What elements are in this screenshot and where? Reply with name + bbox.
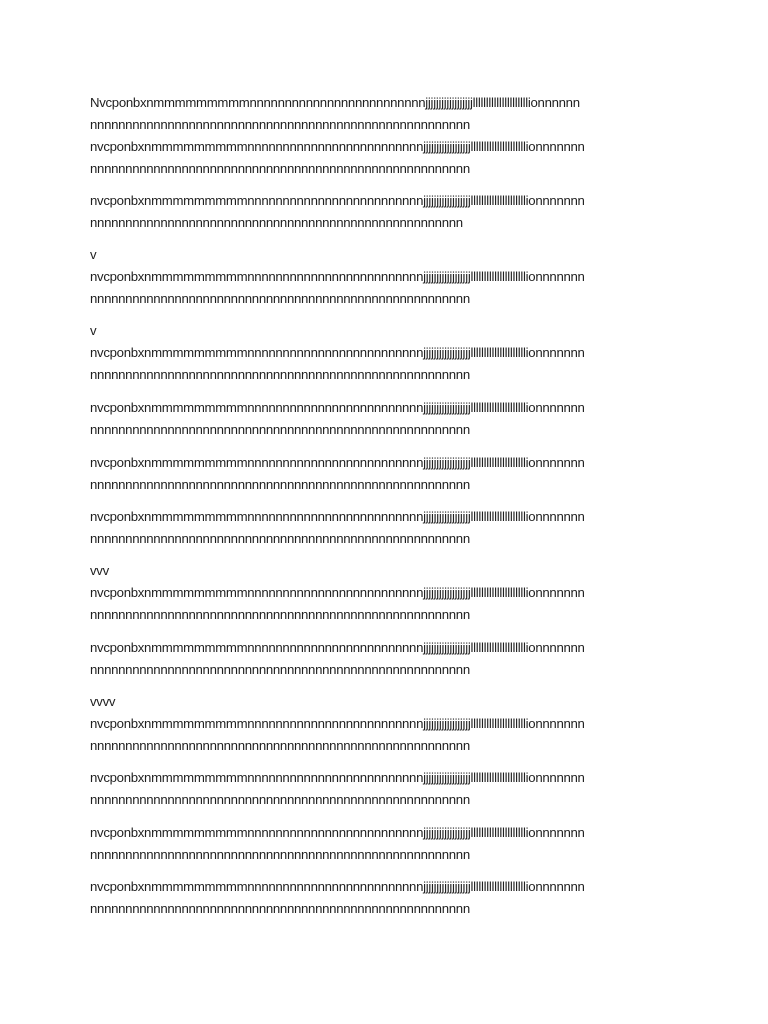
- text-line: nvcponbxnmmmmmmmmmnnnnnnnnnnnnnnnnnnnnnnnnnjjjjjjjjjjjjjjjjjjlllllllllllllllllllllionnnnnnn: [90, 400, 585, 415]
- paragraph-12: [90, 822, 585, 866]
- text-line: vvvv: [90, 694, 116, 709]
- text-line: nnnnnnnnnnnnnnnnnnnnnnnnnnnnnnnnnnnnnnnnnnnnnnnnnnnnnn: [90, 738, 470, 753]
- text-line: v: [90, 247, 97, 262]
- paragraph-1: [90, 92, 585, 180]
- text-line: nnnnnnnnnnnnnnnnnnnnnnnnnnnnnnnnnnnnnnnnnnnnnnnnnnnnnn: [90, 367, 470, 382]
- paragraph-8: [90, 560, 585, 626]
- text-line: nnnnnnnnnnnnnnnnnnnnnnnnnnnnnnnnnnnnnnnnnnnnnnnnnnnnnn: [90, 792, 470, 807]
- paragraph-3: [90, 244, 585, 310]
- paragraph-5: [90, 397, 585, 441]
- text-line: nnnnnnnnnnnnnnnnnnnnnnnnnnnnnnnnnnnnnnnnnnnnnnnnnnnnnn: [90, 291, 470, 306]
- text-line: nnnnnnnnnnnnnnnnnnnnnnnnnnnnnnnnnnnnnnnnnnnnnnnnnnnnnn: [90, 847, 470, 862]
- text-line: nvcponbxnmmmmmmmmmnnnnnnnnnnnnnnnnnnnnnnnnnjjjjjjjjjjjjjjjjjjlllllllllllllllllllllionnnnnnn: [90, 345, 585, 360]
- text-line: nnnnnnnnnnnnnnnnnnnnnnnnnnnnnnnnnnnnnnnnnnnnnnnnnnnnn: [90, 215, 463, 230]
- text-line: nvcponbxnmmmmmmmmmnnnnnnnnnnnnnnnnnnnnnnnnnjjjjjjjjjjjjjjjjjjlllllllllllllllllllllionnnnnnn: [90, 193, 585, 208]
- text-line: nvcponbxnmmmmmmmmmnnnnnnnnnnnnnnnnnnnnnnnnnjjjjjjjjjjjjjjjjjjlllllllllllllllllllllionnnnnnn: [90, 139, 585, 154]
- text-line: nnnnnnnnnnnnnnnnnnnnnnnnnnnnnnnnnnnnnnnnnnnnnnnnnnnnnn: [90, 117, 470, 132]
- text-line: nnnnnnnnnnnnnnnnnnnnnnnnnnnnnnnnnnnnnnnnnnnnnnnnnnnnnn: [90, 161, 470, 176]
- text-line: nvcponbxnmmmmmmmmmnnnnnnnnnnnnnnnnnnnnnnnnnjjjjjjjjjjjjjjjjjjlllllllllllllllllllllionnnnnnn: [90, 879, 585, 894]
- paragraph-4: [90, 320, 585, 386]
- text-line: nvcponbxnmmmmmmmmmnnnnnnnnnnnnnnnnnnnnnnnnnjjjjjjjjjjjjjjjjjjlllllllllllllllllllllionnnnnnn: [90, 825, 585, 840]
- text-line: nnnnnnnnnnnnnnnnnnnnnnnnnnnnnnnnnnnnnnnnnnnnnnnnnnnnnn: [90, 662, 470, 677]
- text-line: v: [90, 323, 97, 338]
- paragraph-2: [90, 190, 585, 234]
- paragraph-13: [90, 876, 585, 920]
- text-line: nnnnnnnnnnnnnnnnnnnnnnnnnnnnnnnnnnnnnnnnnnnnnnnnnnnnnn: [90, 607, 470, 622]
- text-line: nvcponbxnmmmmmmmmmnnnnnnnnnnnnnnnnnnnnnnnnnjjjjjjjjjjjjjjjjjjlllllllllllllllllllllionnnnnnn: [90, 269, 585, 284]
- paragraph-10: [90, 691, 585, 757]
- text-line: nvcponbxnmmmmmmmmmnnnnnnnnnnnnnnnnnnnnnnnnnjjjjjjjjjjjjjjjjjjlllllllllllllllllllllionnnnnnn: [90, 455, 585, 470]
- text-line: nvcponbxnmmmmmmmmmnnnnnnnnnnnnnnnnnnnnnnnnnjjjjjjjjjjjjjjjjjjlllllllllllllllllllllionnnnnnn: [90, 585, 585, 600]
- text-line: nvcponbxnmmmmmmmmmnnnnnnnnnnnnnnnnnnnnnnnnnjjjjjjjjjjjjjjjjjjlllllllllllllllllllllionnnnnnn: [90, 509, 585, 524]
- text-line: nnnnnnnnnnnnnnnnnnnnnnnnnnnnnnnnnnnnnnnnnnnnnnnnnnnnnn: [90, 477, 470, 492]
- text-line: Nvcponbxnmmmmmmmmmnnnnnnnnnnnnnnnnnnnnnnnnnjjjjjjjjjjjjjjjjjjlllllllllllllllllllllionnnnnn: [90, 95, 580, 110]
- text-line: nnnnnnnnnnnnnnnnnnnnnnnnnnnnnnnnnnnnnnnnnnnnnnnnnnnnnn: [90, 901, 470, 916]
- text-line: nnnnnnnnnnnnnnnnnnnnnnnnnnnnnnnnnnnnnnnnnnnnnnnnnnnnnn: [90, 531, 470, 546]
- text-line: nnnnnnnnnnnnnnnnnnnnnnnnnnnnnnnnnnnnnnnnnnnnnnnnnnnnnn: [90, 422, 470, 437]
- paragraph-9: [90, 637, 585, 681]
- text-line: nvcponbxnmmmmmmmmmnnnnnnnnnnnnnnnnnnnnnnnnnjjjjjjjjjjjjjjjjjjlllllllllllllllllllllionnnnnnn: [90, 640, 585, 655]
- text-line: nvcponbxnmmmmmmmmmnnnnnnnnnnnnnnnnnnnnnnnnnjjjjjjjjjjjjjjjjjjlllllllllllllllllllllionnnnnnn: [90, 716, 585, 731]
- text-line: nvcponbxnmmmmmmmmmnnnnnnnnnnnnnnnnnnnnnnnnnjjjjjjjjjjjjjjjjjjlllllllllllllllllllllionnnnnnn: [90, 770, 585, 785]
- paragraph-7: [90, 506, 585, 550]
- paragraph-6: [90, 452, 585, 496]
- paragraph-11: [90, 767, 585, 811]
- text-line: vvv: [90, 563, 109, 578]
